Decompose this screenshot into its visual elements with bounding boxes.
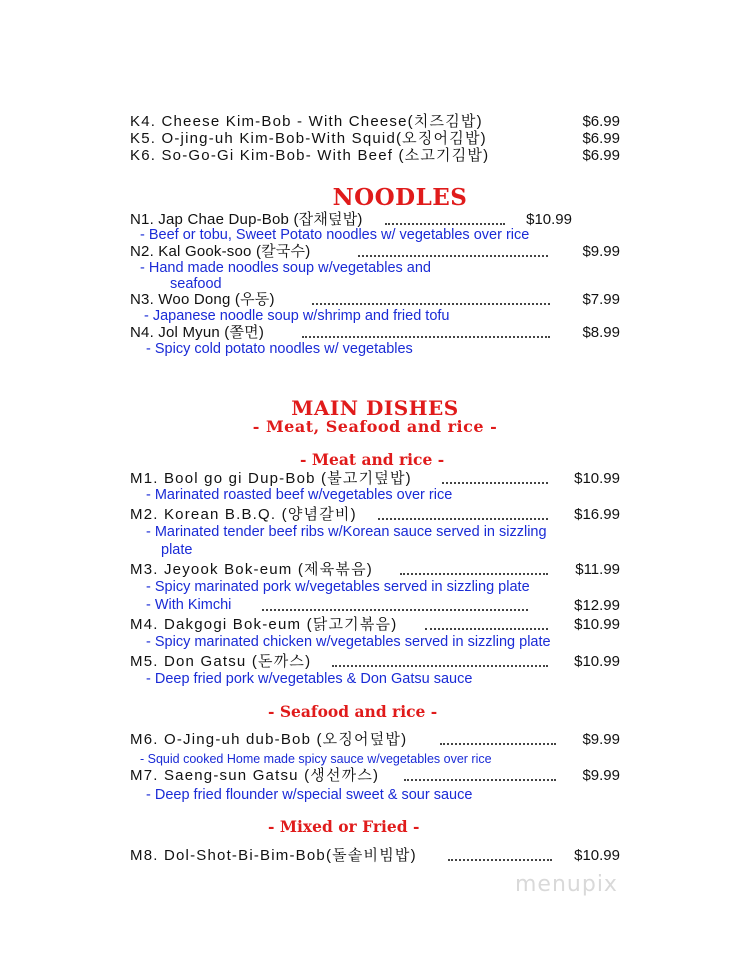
- price-m2: $16.99: [574, 506, 620, 523]
- dot-leader: [312, 301, 550, 305]
- price-m1: $10.99: [574, 470, 620, 487]
- price-m8: $10.99: [574, 847, 620, 864]
- dot-leader: [385, 221, 505, 225]
- dot-leader: [440, 741, 556, 745]
- dot-leader: [332, 663, 548, 667]
- subsection-title-meat: - Meat and rice -: [300, 450, 445, 469]
- dot-leader: [358, 253, 548, 257]
- menu-item-n1: N1. Jap Chae Dup-Bob (잡채덮밥): [130, 211, 363, 228]
- section-title-noodles: NOODLES: [332, 184, 468, 211]
- menu-item-n2: N2. Kal Gook-soo (칼국수): [130, 243, 311, 260]
- price-m3-kimchi: $12.99: [574, 597, 620, 614]
- dot-leader: [442, 480, 548, 484]
- price-k5: $6.99: [582, 130, 620, 147]
- description-m7: - Deep fried flounder w/special sweet & sour sauce: [146, 787, 473, 803]
- dot-leader: [404, 777, 556, 781]
- price-n4: $8.99: [582, 324, 620, 341]
- section-subtitle-main: - Meat, Seafood and rice -: [252, 417, 498, 436]
- dot-leader: [378, 516, 548, 520]
- menu-item-m1: M1. Bool go gi Dup-Bob (불고기덮밥): [130, 470, 412, 487]
- price-k6: $6.99: [582, 147, 620, 164]
- price-m6: $9.99: [582, 731, 620, 748]
- menu-item-k6: K6. So-Go-Gi Kim-Bob- With Beef (소고기김밥): [130, 147, 490, 164]
- description-n3: - Japanese noodle soup w/shrimp and fried tofu: [144, 308, 450, 324]
- dot-leader: [400, 571, 548, 575]
- menu-item-k5: K5. O-jing-uh Kim-Bob-With Squid(오징어김밥): [130, 130, 487, 147]
- dot-leader: [425, 626, 548, 630]
- menu-item-m6: M6. O-Jing-uh dub-Bob (오징어덮밥): [130, 731, 408, 748]
- price-n2: $9.99: [582, 243, 620, 260]
- dot-leader: [448, 857, 552, 861]
- subsection-title-mixed-fried: - Mixed or Fried -: [268, 817, 420, 836]
- dot-leader: [262, 607, 528, 611]
- description-m1: - Marinated roasted beef w/vegetables over rice: [146, 487, 453, 503]
- description-m2-line1: - Marinated tender beef ribs w/Korean sauce served in sizzling: [146, 524, 547, 540]
- description-m5: - Deep fried pork w/vegetables & Don Gatsu sauce: [146, 671, 473, 687]
- menu-item-m2: M2. Korean B.B.Q. (양념갈비): [130, 506, 357, 523]
- price-m5: $10.99: [574, 653, 620, 670]
- menu-item-n3: N3. Woo Dong (우동): [130, 291, 275, 308]
- subsection-title-seafood: - Seafood and rice -: [268, 702, 438, 721]
- description-m3-kimchi: - With Kimchi: [146, 597, 232, 613]
- description-m3-line1: - Spicy marinated pork w/vegetables served in sizzling plate: [146, 579, 530, 595]
- menu-item-n4: N4. Jol Myun (쫄면): [130, 324, 265, 341]
- price-k4: $6.99: [582, 113, 620, 130]
- price-n1: $10.99: [526, 211, 572, 228]
- menu-item-k4: K4. Cheese Kim-Bob - With Cheese(치즈김밥): [130, 113, 483, 130]
- menu-item-m7: M7. Saeng-sun Gatsu (생선까스): [130, 767, 380, 784]
- menu-item-m8: M8. Dol-Shot-Bi-Bim-Bob(돌솥비빔밥): [130, 847, 417, 864]
- description-m6: - Squid cooked Home made spicy sauce w/vegetables over rice: [140, 752, 492, 766]
- price-n3: $7.99: [582, 291, 620, 308]
- description-n1: - Beef or tobu, Sweet Potato noodles w/ vegetables over rice: [140, 227, 530, 243]
- description-m2-line2: plate: [161, 542, 193, 558]
- menu-item-m3: M3. Jeyook Bok-eum (제육볶음): [130, 561, 374, 578]
- description-n2-line2: seafood: [170, 276, 222, 292]
- description-n2-line1: - Hand made noodles soup w/vegetables and: [140, 260, 431, 276]
- dot-leader: [302, 334, 550, 338]
- menu-item-m4: M4. Dakgogi Bok-eum (닭고기볶음): [130, 616, 398, 633]
- menupix-watermark: menupix: [515, 872, 618, 897]
- description-n4: - Spicy cold potato noodles w/ vegetables: [146, 341, 413, 357]
- section-title-main-dishes: MAIN DISHES: [291, 396, 459, 420]
- price-m7: $9.99: [582, 767, 620, 784]
- menu-item-m5: M5. Don Gatsu (돈까스): [130, 653, 312, 670]
- price-m3: $11.99: [575, 561, 620, 578]
- price-m4: $10.99: [574, 616, 620, 633]
- description-m4: - Spicy marinated chicken w/vegetables served in sizzling plate: [146, 634, 551, 650]
